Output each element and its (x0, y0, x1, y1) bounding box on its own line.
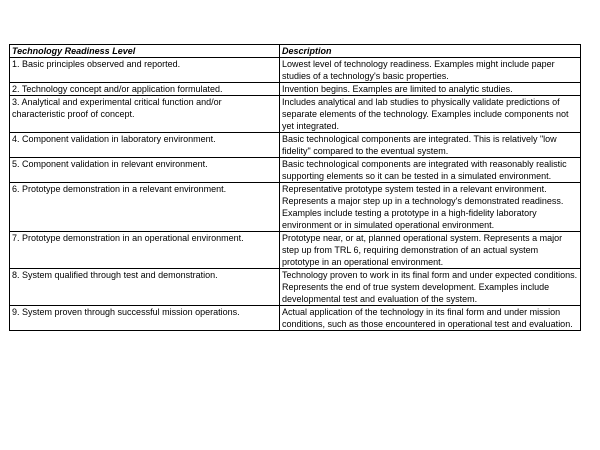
level-cell: 1. Basic principles observed and reported. (10, 58, 280, 83)
description-cell: Prototype near, or at, planned operational system. Represents a major step up from TRL 6, requiring demonstration of an actual system prototype in an operational environment. (280, 232, 581, 269)
table-row (10, 269, 581, 306)
description-cell: Basic technological components are integrated with reasonably realistic supporting elements so it can be tested in a simulated environment. (280, 158, 581, 183)
description-cell: Technology proven to work in its final form and under expected conditions. Represents the end of true system development. Examples include developmental test and evaluation of the system. (280, 269, 581, 306)
table-row (10, 83, 581, 96)
table-row (10, 232, 581, 269)
description-cell: Basic technological components are integrated. This is relatively "low fidelity" compared to the eventual system. (280, 133, 581, 158)
level-cell: 5. Component validation in relevant environment. (10, 158, 280, 183)
level-cell: 4. Component validation in laboratory environment. (10, 133, 280, 158)
header-row (10, 45, 581, 58)
level-cell: 8. System qualified through test and demonstration. (10, 269, 280, 306)
description-cell: Actual application of the technology in its final form and under mission conditions, such as those encountered in operational test and evaluation. (280, 306, 581, 331)
trl-table (9, 44, 581, 331)
table-row (10, 133, 581, 158)
level-cell: 7. Prototype demonstration in an operational environment. (10, 232, 280, 269)
description-cell: Invention begins. Examples are limited to analytic studies. (280, 83, 581, 96)
description-cell: Representative prototype system tested in a relevant environment. Represents a major step up in a technology's demonstrated readiness. Examples include testing a prototype in a high-fidelity laboratory environment or in simulated operational environment. (280, 183, 581, 232)
table-row (10, 58, 581, 83)
level-cell: 2. Technology concept and/or application formulated. (10, 83, 280, 96)
level-cell: 9. System proven through successful mission operations. (10, 306, 280, 331)
table-row (10, 158, 581, 183)
level-cell: 3. Analytical and experimental critical function and/or characteristic proof of concept. (10, 96, 280, 133)
description-cell: Lowest level of technology readiness. Examples might include paper studies of a technology's basic properties. (280, 58, 581, 83)
table-row (10, 96, 581, 133)
header-description: Description (280, 45, 581, 58)
table-row (10, 306, 581, 331)
level-cell: 6. Prototype demonstration in a relevant environment. (10, 183, 280, 232)
table-row (10, 183, 581, 232)
description-cell: Includes analytical and lab studies to physically validate predictions of separate elements of the technology. Examples include components not yet integrated. (280, 96, 581, 133)
header-level: Technology Readiness Level (10, 45, 280, 58)
